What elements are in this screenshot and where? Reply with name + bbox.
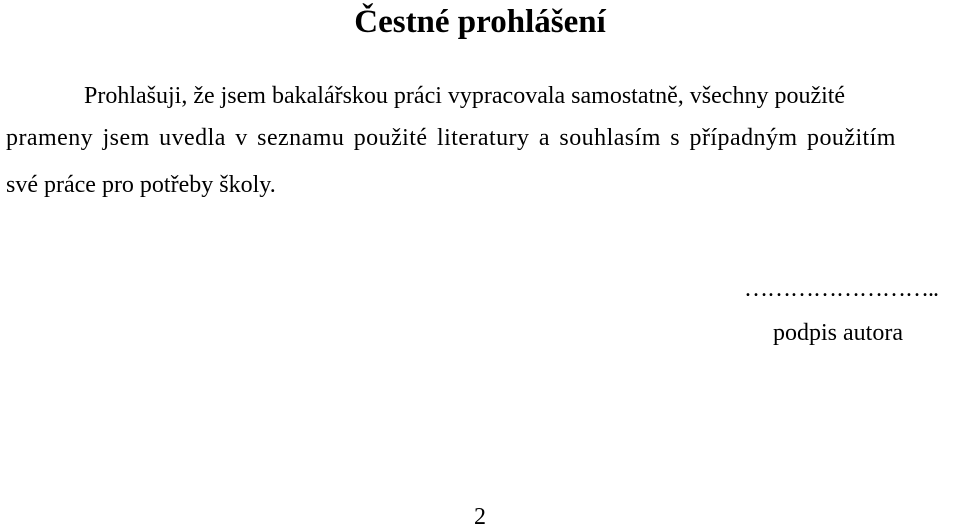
signature-label: podpis autora	[773, 320, 903, 346]
declaration-text-line-1: Prohlašuji, že jsem bakalářskou práci vypracovala samostatně, všechny použité	[84, 83, 846, 109]
declaration-text-line-2: prameny jsem uvedla v seznamu použité literatury a souhlasím s případným použitím	[6, 125, 896, 151]
signature-line: ……………………..	[744, 276, 938, 302]
page-number: 2	[474, 504, 486, 530]
page-title: Čestné prohlášení	[354, 4, 606, 40]
declaration-text-line-3: své práce pro potřeby školy.	[6, 172, 276, 198]
